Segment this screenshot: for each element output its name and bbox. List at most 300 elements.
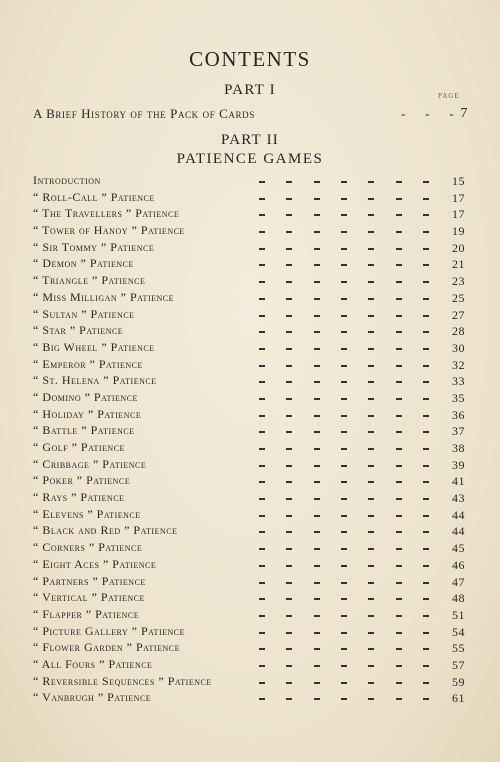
toc-leader: - - -: [401, 106, 455, 121]
leader-dash: [368, 565, 374, 567]
toc-entry-history: [33, 106, 468, 124]
toc-leader: [259, 522, 429, 533]
leader-dash: [341, 448, 347, 450]
leader-dash: [259, 298, 265, 300]
leader-dash: [368, 415, 374, 417]
toc-entry: [33, 472, 465, 489]
leader-dash: [396, 415, 402, 417]
leader-dash: [259, 398, 265, 400]
toc-entry: [33, 673, 465, 690]
leader-dash: [341, 398, 347, 400]
leader-dash: [423, 415, 429, 417]
toc-entry: [33, 606, 465, 623]
toc-leader: [259, 472, 429, 483]
toc-entry: [33, 623, 465, 640]
leader-dash: [259, 598, 265, 600]
toc-entry: [33, 573, 465, 590]
leader-dash: [259, 415, 265, 417]
leader-dash: [259, 548, 265, 550]
toc-entry: [33, 205, 465, 222]
leader-dash: [423, 214, 429, 216]
toc-entry-title: “ Partners ” Patience: [33, 573, 146, 588]
leader-dash: [396, 198, 402, 200]
leader-dash: [368, 315, 374, 317]
leader-dash: [341, 248, 347, 250]
leader-dash: [259, 181, 265, 183]
leader-dash: [341, 331, 347, 333]
leader-dash: [314, 331, 320, 333]
leader-dash: [341, 632, 347, 634]
leader-dash: [259, 565, 265, 567]
toc-leader: [259, 606, 429, 617]
leader-dash: [396, 264, 402, 266]
leader-dash: [341, 348, 347, 350]
toc-entry-page: 36: [452, 407, 465, 422]
toc-entry-title: “ Big Wheel ” Patience: [33, 339, 155, 354]
leader-dash: [259, 331, 265, 333]
toc-entry-title: “ Flapper ” Patience: [33, 606, 140, 621]
toc-entry-title: “ Eight Aces ” Patience: [33, 556, 157, 571]
part-2-heading: PART II: [221, 132, 279, 148]
leader-dash: [314, 582, 320, 584]
toc-entry-page: 30: [452, 340, 465, 355]
leader-dash: [396, 615, 402, 617]
leader-dash: [423, 331, 429, 333]
toc-entry: [33, 539, 465, 556]
toc-entry-title: “ Rays ” Patience: [33, 490, 125, 505]
leader-dash: [314, 448, 320, 450]
toc-entry-page: 27: [452, 307, 465, 322]
leader-dash: [286, 582, 292, 584]
toc-entry: [33, 289, 465, 306]
leader-dash: [396, 281, 402, 283]
toc-entry-title: “ Triangle ” Patience: [33, 273, 146, 288]
toc-leader: [259, 406, 429, 417]
leader-dash: [286, 331, 292, 333]
leader-dash: [396, 348, 402, 350]
leader-dash: [423, 431, 429, 433]
leader-dash: [341, 214, 347, 216]
leader-dash: [396, 565, 402, 567]
leader-dash: [396, 431, 402, 433]
leader-dash: [314, 348, 320, 350]
leader-dash: [396, 465, 402, 467]
leader-dash: [423, 231, 429, 233]
leader-dash: [368, 264, 374, 266]
leader-dash: [259, 365, 265, 367]
leader-dash: [259, 698, 265, 700]
toc-entry-page: 25: [452, 290, 465, 305]
leader-dash: [286, 398, 292, 400]
leader-dash: [423, 565, 429, 567]
toc-entry-title: “ Reversible Sequences ” Patience: [33, 673, 212, 688]
leader-dash: [314, 481, 320, 483]
leader-dash: [396, 548, 402, 550]
leader-dash: [423, 682, 429, 684]
leader-dash: [259, 198, 265, 200]
toc-entry-page: 19: [452, 224, 465, 239]
leader-dash: [341, 281, 347, 283]
toc-entry: [33, 522, 465, 539]
leader-dash: [341, 682, 347, 684]
leader-dash: [286, 365, 292, 367]
leader-dash: [259, 315, 265, 317]
toc-entry: [33, 556, 465, 573]
leader-dash: [341, 231, 347, 233]
leader-dash: [314, 315, 320, 317]
leader-dash: [314, 198, 320, 200]
toc-entry-page: 33: [452, 374, 465, 389]
leader-dash: [341, 481, 347, 483]
leader-dash: [314, 498, 320, 500]
toc-entry-title: “ St. Helena ” Patience: [33, 373, 157, 388]
toc-entry: [33, 222, 465, 239]
leader-dash: [368, 398, 374, 400]
toc-leader: [259, 623, 429, 634]
toc-entry: [33, 189, 465, 206]
leader-dash: [341, 565, 347, 567]
leader-dash: [286, 465, 292, 467]
leader-dash: [423, 198, 429, 200]
leader-dash: [286, 515, 292, 517]
toc-entry-title: “ Demon ” Patience: [33, 256, 134, 271]
leader-dash: [368, 632, 374, 634]
leader-dash: [341, 648, 347, 650]
toc-entry-title: “ Sultan ” Patience: [33, 306, 135, 321]
toc-leader: [259, 489, 429, 500]
leader-dash: [396, 365, 402, 367]
leader-dash: [423, 248, 429, 250]
toc-entry-title: “ All Fours ” Patience: [33, 656, 153, 671]
leader-dash: [259, 264, 265, 266]
leader-dash: [423, 548, 429, 550]
toc-entry: [33, 322, 465, 339]
leader-dash: [368, 531, 374, 533]
page-column-label: PAGE: [438, 92, 460, 100]
leader-dash: [314, 298, 320, 300]
toc-entry-title: “ Golf ” Patience: [33, 440, 125, 454]
part-2-subtitle: PATIENCE GAMES: [176, 151, 324, 167]
leader-dash: [368, 198, 374, 200]
leader-dash: [368, 615, 374, 617]
leader-dash: [341, 381, 347, 383]
toc-entry-title: “ Battle ” Patience: [33, 423, 135, 438]
toc-entry-title: “ Vanbrugh ” Patience: [33, 690, 152, 705]
leader-dash: [286, 682, 292, 684]
toc-entry-page: 59: [452, 674, 465, 689]
leader-dash: [259, 615, 265, 617]
leader-dash: [423, 264, 429, 266]
leader-dash: [368, 348, 374, 350]
leader-dash: [423, 365, 429, 367]
toc-leader: [259, 673, 429, 684]
leader-dash: [368, 548, 374, 550]
leader-dash: [314, 515, 320, 517]
leader-dash: [341, 365, 347, 367]
leader-dash: [368, 665, 374, 667]
toc-entry: [33, 639, 465, 656]
leader-dash: [286, 431, 292, 433]
leader-dash: [286, 298, 292, 300]
leader-dash: [423, 315, 429, 317]
leader-dash: [368, 214, 374, 216]
leader-dash: [259, 632, 265, 634]
leader-dash: [286, 315, 292, 317]
leader-dash: [341, 548, 347, 550]
leader-dash: [341, 582, 347, 584]
leader-dash: [368, 298, 374, 300]
leader-dash: [341, 431, 347, 433]
leader-dash: [259, 381, 265, 383]
leader-dash: [423, 398, 429, 400]
toc-entry-title: “ Emperor ” Patience: [33, 356, 143, 371]
toc-entry: [33, 356, 465, 373]
leader-dash: [286, 481, 292, 483]
toc-entry-page: 41: [452, 474, 465, 489]
toc-entry: [33, 422, 465, 439]
toc-entry-title: “ Elevens ” Patience: [33, 506, 141, 521]
leader-dash: [341, 298, 347, 300]
leader-dash: [314, 264, 320, 266]
leader-dash: [286, 198, 292, 200]
leader-dash: [314, 598, 320, 600]
leader-dash: [368, 181, 374, 183]
leader-dash: [286, 698, 292, 700]
leader-dash: [396, 298, 402, 300]
leader-dash: [423, 281, 429, 283]
toc-leader: [259, 372, 429, 383]
toc-entry-page: 15: [452, 174, 465, 188]
toc-entry-title: “ Corners ” Patience: [33, 540, 143, 555]
leader-dash: [259, 448, 265, 450]
leader-dash: [423, 498, 429, 500]
toc-entry: [33, 489, 465, 506]
toc-entry-title: “ Vertical ” Patience: [33, 590, 145, 605]
leader-dash: [286, 381, 292, 383]
leader-dash: [368, 598, 374, 600]
toc-leader: [259, 189, 429, 200]
leader-dash: [259, 498, 265, 500]
leader-dash: [368, 365, 374, 367]
toc-leader: [259, 589, 429, 600]
toc-entry-page: 35: [452, 390, 465, 405]
leader-dash: [368, 465, 374, 467]
toc-entry-title: “ Domino ” Patience: [33, 389, 138, 404]
leader-dash: [259, 682, 265, 684]
toc-leader: [259, 556, 429, 567]
leader-dash: [341, 531, 347, 533]
leader-dash: [423, 181, 429, 183]
leader-dash: [368, 498, 374, 500]
leader-dash: [423, 348, 429, 350]
toc-leader: [259, 573, 429, 584]
leader-dash: [368, 648, 374, 650]
leader-dash: [396, 481, 402, 483]
leader-dash: [286, 181, 292, 183]
leader-dash: [259, 348, 265, 350]
toc-entry-page: 47: [452, 574, 465, 589]
leader-dash: [396, 531, 402, 533]
leader-dash: [314, 214, 320, 216]
leader-dash: [368, 481, 374, 483]
toc-leader: [259, 255, 429, 266]
leader-dash: [368, 698, 374, 700]
leader-dash: [314, 632, 320, 634]
toc-entry-page: 32: [452, 357, 465, 372]
leader-dash: [259, 481, 265, 483]
leader-dash: [341, 515, 347, 517]
leader-dash: [368, 231, 374, 233]
toc-entry: [33, 506, 465, 523]
leader-dash: [286, 214, 292, 216]
toc-leader: [259, 422, 429, 433]
leader-dash: [286, 498, 292, 500]
leader-dash: [423, 515, 429, 517]
leader-dash: [423, 698, 429, 700]
leader-dash: [314, 281, 320, 283]
leader-dash: [423, 648, 429, 650]
leader-dash: [286, 598, 292, 600]
toc-leader: [259, 456, 429, 467]
leader-dash: [286, 264, 292, 266]
leader-dash: [396, 682, 402, 684]
leader-dash: [423, 598, 429, 600]
leader-dash: [396, 381, 402, 383]
leader-dash: [259, 431, 265, 433]
toc-leader: [259, 272, 429, 283]
leader-dash: [423, 481, 429, 483]
toc-entry-title: Introduction: [33, 173, 101, 187]
toc-entry-title: “ Black and Red ” Patience: [33, 523, 178, 538]
part-1-heading: PART I: [224, 82, 276, 98]
page-title: CONTENTS: [189, 47, 311, 71]
toc-entry: [33, 306, 465, 323]
toc-entry-title: A Brief History of the Pack of Cards: [33, 106, 255, 121]
leader-dash: [314, 682, 320, 684]
leader-dash: [423, 582, 429, 584]
toc-leader: [259, 322, 429, 333]
leader-dash: [314, 615, 320, 617]
toc-entry-title: “ Holiday ” Patience: [33, 406, 142, 421]
toc-leader: [259, 656, 429, 667]
toc-entry: [33, 272, 465, 289]
leader-dash: [396, 331, 402, 333]
toc-entry-page: 28: [452, 324, 465, 339]
leader-dash: [423, 298, 429, 300]
leader-dash: [396, 231, 402, 233]
leader-dash: [396, 448, 402, 450]
toc-entry: [33, 339, 465, 356]
leader-dash: [341, 598, 347, 600]
toc-entry-title: “ Tower of Hanoy ” Patience: [33, 223, 185, 238]
toc-leader: [259, 339, 429, 350]
leader-dash: [286, 231, 292, 233]
toc-entry-page: 51: [452, 607, 465, 622]
leader-dash: [314, 365, 320, 367]
leader-dash: [314, 415, 320, 417]
toc-leader: [259, 289, 429, 300]
leader-dash: [259, 582, 265, 584]
toc-leader: [259, 689, 429, 700]
toc-entry: [33, 239, 465, 256]
leader-dash: [259, 214, 265, 216]
leader-dash: [368, 682, 374, 684]
leader-dash: [396, 598, 402, 600]
leader-dash: [341, 498, 347, 500]
leader-dash: [314, 565, 320, 567]
toc-entry: [33, 372, 465, 389]
leader-dash: [341, 415, 347, 417]
leader-dash: [314, 431, 320, 433]
leader-dash: [341, 315, 347, 317]
leader-dash: [314, 465, 320, 467]
leader-dash: [286, 632, 292, 634]
toc-leader: [259, 222, 429, 233]
toc-entry-page: 20: [452, 240, 465, 255]
leader-dash: [341, 465, 347, 467]
leader-dash: [314, 381, 320, 383]
leader-dash: [396, 698, 402, 700]
toc-leader: [259, 306, 429, 317]
toc-entry: [33, 389, 465, 406]
leader-dash: [314, 548, 320, 550]
leader-dash: [259, 281, 265, 283]
toc-entry-page: 23: [452, 274, 465, 289]
toc-entry-page: 57: [452, 657, 465, 672]
leader-dash: [286, 448, 292, 450]
toc-entry-page: 45: [452, 541, 465, 556]
leader-dash: [423, 381, 429, 383]
toc-entry-page: 17: [452, 190, 465, 205]
toc-list: [33, 172, 465, 706]
leader-dash: [314, 231, 320, 233]
toc-leader: [259, 639, 429, 650]
leader-dash: [368, 448, 374, 450]
leader-dash: [368, 381, 374, 383]
toc-entry-page: 54: [452, 624, 465, 639]
toc-entry-page: 61: [452, 691, 465, 706]
leader-dash: [341, 264, 347, 266]
leader-dash: [286, 415, 292, 417]
leader-dash: [368, 431, 374, 433]
leader-dash: [341, 698, 347, 700]
leader-dash: [396, 665, 402, 667]
toc-entry-title: “ Poker ” Patience: [33, 473, 131, 488]
leader-dash: [314, 181, 320, 183]
leader-dash: [341, 198, 347, 200]
leader-dash: [259, 515, 265, 517]
leader-dash: [341, 615, 347, 617]
leader-dash: [314, 648, 320, 650]
leader-dash: [368, 248, 374, 250]
toc-leader: [259, 356, 429, 367]
toc-leader: [259, 389, 429, 400]
toc-entry: [33, 689, 465, 706]
toc-entry-page: 7: [460, 106, 468, 121]
leader-dash: [368, 582, 374, 584]
leader-dash: [314, 248, 320, 250]
toc-entry-title: “ Star ” Patience: [33, 323, 124, 338]
toc-leader: [259, 439, 429, 450]
toc-entry-title: “ Flower Garden ” Patience: [33, 640, 180, 655]
leader-dash: [259, 665, 265, 667]
leader-dash: [396, 248, 402, 250]
leader-dash: [286, 648, 292, 650]
leader-dash: [286, 531, 292, 533]
leader-dash: [423, 615, 429, 617]
toc-entry-page: 21: [452, 257, 465, 272]
toc-entry: [33, 589, 465, 606]
